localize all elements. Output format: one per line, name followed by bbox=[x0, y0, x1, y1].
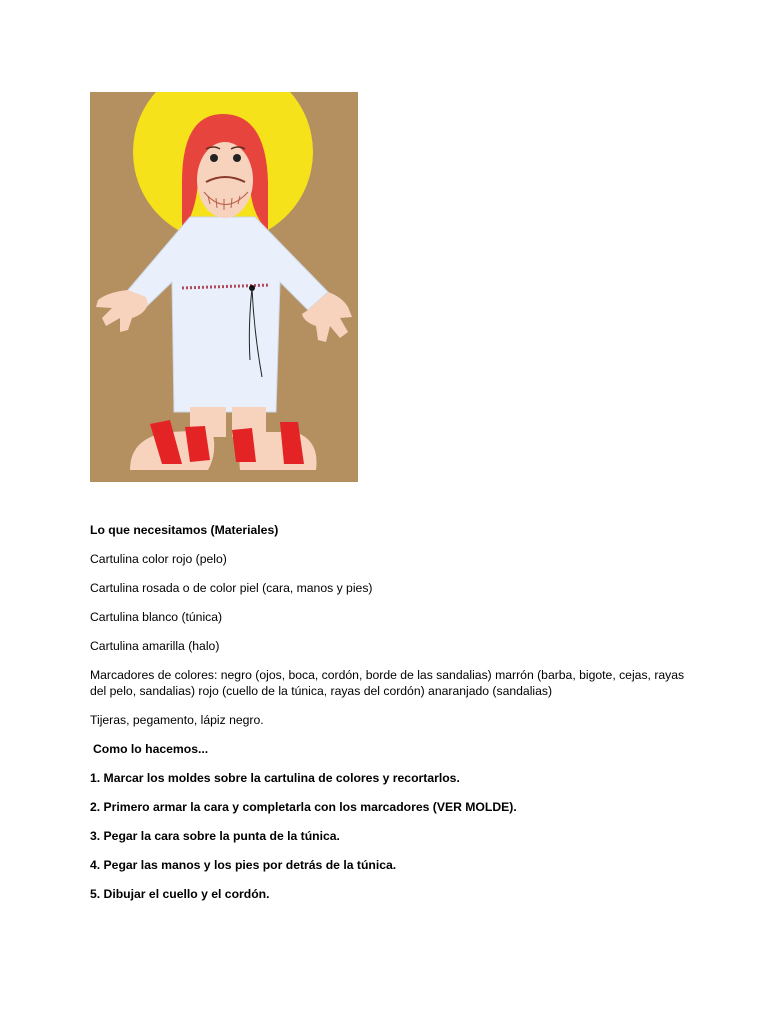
paper-figure-illustration bbox=[90, 92, 358, 482]
step-item: 5. Dibujar el cuello y el cordón. bbox=[90, 887, 270, 901]
materials-heading: Lo que necesitamos (Materiales) bbox=[90, 523, 279, 537]
right-sandal bbox=[232, 428, 256, 462]
step-item: 2. Primero armar la cara y completarla con los marcadores (VER MOLDE). bbox=[90, 800, 517, 814]
craft-photo bbox=[90, 92, 358, 482]
step-item: 4. Pegar las manos y los pies por detrás de la túnica. bbox=[90, 858, 397, 872]
material-item: Marcadores de colores: negro (ojos, boca, cordón, borde de las sandalias) marrón (barba, bigote, cejas, rayas del pelo, sandalias) rojo (cuello de la túnica, rayas del cordón) anaranjado (sandalias) bbox=[90, 668, 685, 698]
material-item: Cartulina amarilla (halo) bbox=[90, 639, 220, 653]
material-item: Cartulina rosada o de color piel (cara, manos y pies) bbox=[90, 581, 373, 595]
material-item: Cartulina color rojo (pelo) bbox=[90, 552, 227, 566]
steps-heading: Como lo hacemos... bbox=[93, 742, 209, 756]
instructions-text bbox=[90, 522, 690, 915]
step-item: 1. Marcar los moldes sobre la cartulina de colores y recortarlos. bbox=[90, 771, 460, 785]
step-item: 3. Pegar la cara sobre la punta de la túnica. bbox=[90, 829, 340, 843]
material-item: Cartulina blanco (túnica) bbox=[90, 610, 223, 624]
face-shape bbox=[197, 142, 253, 218]
material-item: Tijeras, pegamento, lápiz negro. bbox=[90, 713, 264, 727]
